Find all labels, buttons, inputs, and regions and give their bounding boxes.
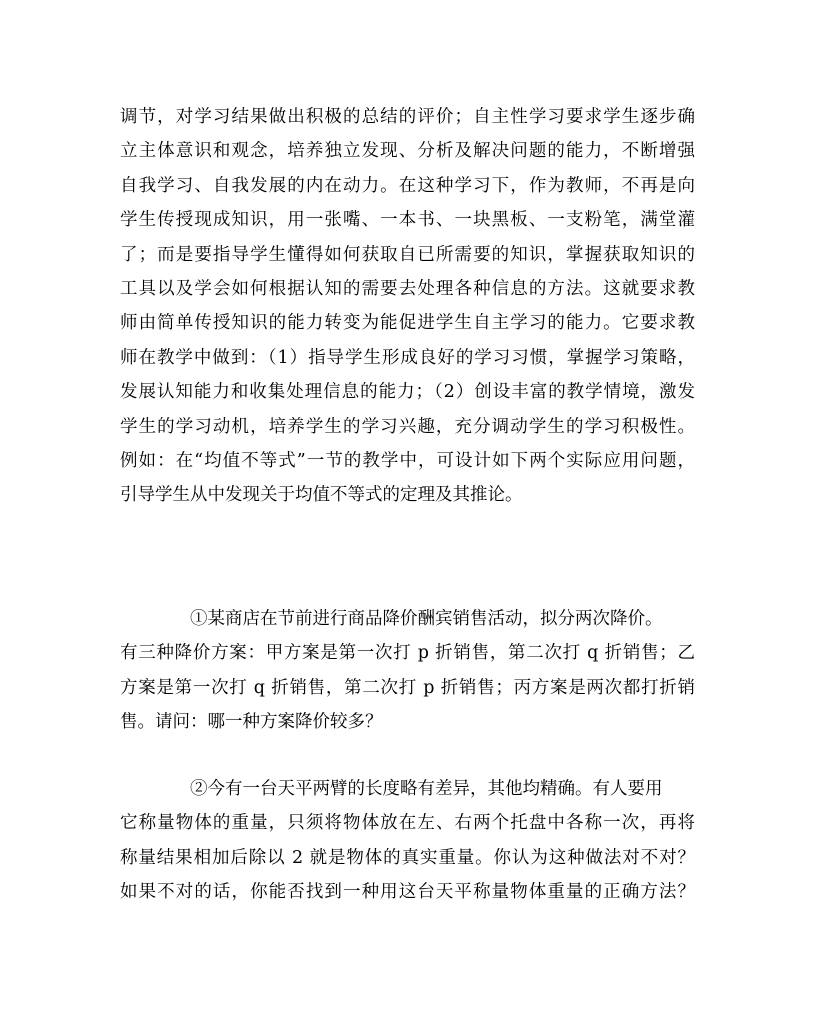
text-line: 工具以及学会如何根据认知的需要去处理各种信息的方法。这就要求教 [120,278,695,299]
text-line: 师由简单传授知识的能力转变为能促进学生自主学习的能力。它要求教 [120,313,695,334]
text-line: 师在教学中做到：（1）指导学生形成良好的学习习惯，掌握学习策略， [120,347,695,368]
text-line: 它称量物体的重量，只须将物体放在左、右两个托盘中各称一次，再将 [120,813,695,834]
text-line: 例如：在“均值不等式”一节的教学中，可设计如下两个实际应用问题， [120,450,695,471]
text-line: 如果不对的话，你能否找到一种用这台天平称量物体重量的正确方法？ [120,882,695,903]
text-line: 自我学习、自我发展的内在动力。在这种学习下，作为教师，不再是向 [120,175,695,196]
text-line: 售。请问：哪一种方案降价较多？ [120,712,383,733]
paragraph-teacher-role [120,100,695,513]
text-line: ①某商店在节前进行商品降价酬宾销售活动，拟分两次降价。 [190,609,663,629]
text-line: 了；而是要指导学生懂得如何获取自已所需要的知识，掌握获取知识的 [120,244,695,265]
paragraph-example-discount [120,602,695,740]
text-line: 发展认知能力和收集处理信息的能力；（2）创设丰富的教学情境，激发 [120,382,695,403]
text-line: 学生传授现成知识，用一张嘴、一本书、一块黑板、一支粉笔，满堂灌 [120,210,695,231]
text-line: 立主体意识和观念，培养独立发现、分析及解决问题的能力，不断增强 [120,141,695,162]
text-line: 学生的学习动机，培养学生的学习兴趣，充分调动学生的学习积极性。 [120,416,695,437]
text-line: ②今有一台天平两臂的长度略有差异，其他均精确。有人要用 [190,779,663,799]
text-line: 引导学生从中发现关于均值不等式的定理及其推论。 [120,485,523,506]
text-line: 有三种降价方案：甲方案是第一次打 p 折销售，第二次打 q 折销售；乙 [120,643,695,664]
paragraph-example-balance [120,772,695,910]
text-line: 调节，对学习结果做出积极的总结的评价；自主性学习要求学生逐步确 [120,107,695,127]
text-line: 方案是第一次打 q 折销售，第二次打 p 折销售；丙方案是两次都打折销 [120,677,695,698]
text-line: 称量结果相加后除以 2 就是物体的真实重量。你认为这种做法对不对？ [120,847,695,868]
